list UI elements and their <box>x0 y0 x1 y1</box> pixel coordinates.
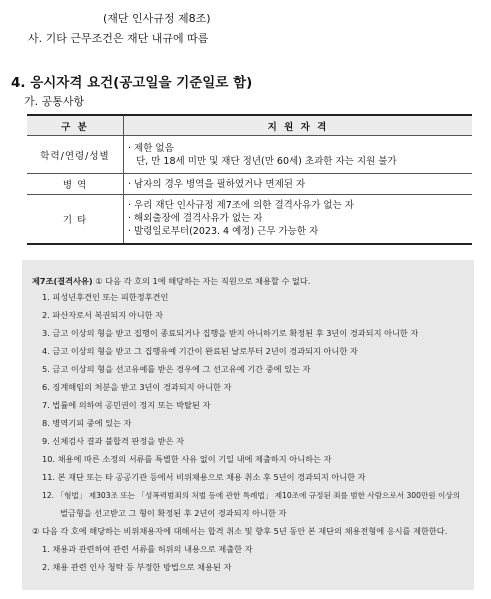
table-row <box>27 174 472 195</box>
list-item: 5. 금고 이상의 형을 선고유예를 받은 경우에 그 선고유예 기간 중에 있는 자 <box>42 364 311 374</box>
box-intro-article: 제7조(결격사유) <box>32 276 93 286</box>
row-line: · 해외출장에 결격사유가 없는 자 <box>128 213 263 225</box>
paragraph-2: ② 다음 각 호에 해당하는 비위채용자에 대해서는 합격 취소 및 향후 5년 동안 본 재단의 채용전형에 응시를 제한한다. <box>32 526 448 536</box>
row-line: · 남자의 경우 병역을 필하였거나 면제된 자 <box>128 178 306 190</box>
row-label: 기 타 <box>27 195 124 244</box>
list-item: 6. 징계해임의 처분을 받고 3년이 경과되지 아니한 자 <box>42 382 232 392</box>
row-value <box>124 195 473 244</box>
list-item: 8. 병역기피 중에 있는 자 <box>42 418 132 428</box>
list-item: 3. 금고 이상의 형을 받고 집행이 종료되거나 집행을 받지 아니하기로 확정된 후 3년이 경과되지 아니한 자 <box>42 328 419 338</box>
list-item: 9. 신체검사 결과 불합격 판정을 받은 자 <box>42 436 185 446</box>
list-item: 4. 금고 이상의 형을 받고 그 집행유예 기간이 완료된 날로부터 2년이 경과되지 아니한 자 <box>42 346 358 356</box>
requirements-table <box>27 114 472 245</box>
list-item-continuation: 벌금형을 선고받고 그 형이 확정된 후 2년이 경과되지 아니한 자 <box>60 508 287 518</box>
list-item: 1. 피성년후견인 또는 피한정후견인 <box>42 292 169 302</box>
column-header-category: 구 분 <box>27 115 124 136</box>
list-item: 10. 채용에 따른 소정의 서류를 특별한 사유 없이 기일 내에 제출하지 아니하는 자 <box>42 454 332 464</box>
row-value <box>124 174 473 195</box>
item-sa: 사. 기타 근무조건은 재단 내규에 따름 <box>28 32 209 45</box>
box-intro <box>32 276 310 287</box>
row-label: 학력/연령/성별 <box>27 136 124 174</box>
column-header-requirements: 지 원 자 격 <box>124 115 473 136</box>
list-item: 2. 파산자로서 복권되지 아니한 자 <box>42 310 164 320</box>
row-line: · 제한 없음 <box>128 142 174 154</box>
disqualification-box <box>22 260 474 590</box>
row-value <box>124 136 473 174</box>
row-line: · 발령일로부터(2023. 4 예정) 근무 가능한 자 <box>128 226 319 238</box>
list-item: 12. 「형법」 제303조 또는 「성폭력범죄의 처벌 등에 관한 특례법」 제10조에 규정된 죄를 범한 사람으로서 300만원 이상의 <box>42 491 461 500</box>
list-item: 11. 본 재단 또는 타 공공기관 등에서 비위채용으로 채용 취소 후 5년이 경과되지 아니한 자 <box>42 472 366 482</box>
box-intro-text: ① 다음 각 호의 1에 해당하는 자는 직원으로 채용할 수 없다. <box>92 276 311 286</box>
list-item: 2. 채용 관련 인사 청탁 등 부정한 방법으로 채용된 자 <box>42 562 232 572</box>
list-item: 1. 채용과 관련하여 관련 서류를 허위의 내용으로 제출한 자 <box>42 544 253 554</box>
section-subtitle: 가. 공통사항 <box>24 95 85 108</box>
table-row <box>27 136 472 174</box>
row-line: 단, 만 18세 미만 및 재단 정년(만 60세) 초과한 자는 지원 불가 <box>136 155 397 167</box>
list-item: 7. 법률에 의하여 공민권이 정지 또는 박탈된 자 <box>42 400 211 410</box>
section-title: 4. 응시자격 요건(공고일을 기준일로 함) <box>11 75 253 91</box>
row-line: · 우리 재단 인사규정 제7조에 의한 결격사유가 없는 자 <box>128 200 354 212</box>
table-row <box>27 195 472 244</box>
regulation-reference: (재단 인사규정 제8조) <box>103 12 211 25</box>
table-header-row <box>27 115 472 136</box>
row-label: 병 역 <box>27 174 124 195</box>
